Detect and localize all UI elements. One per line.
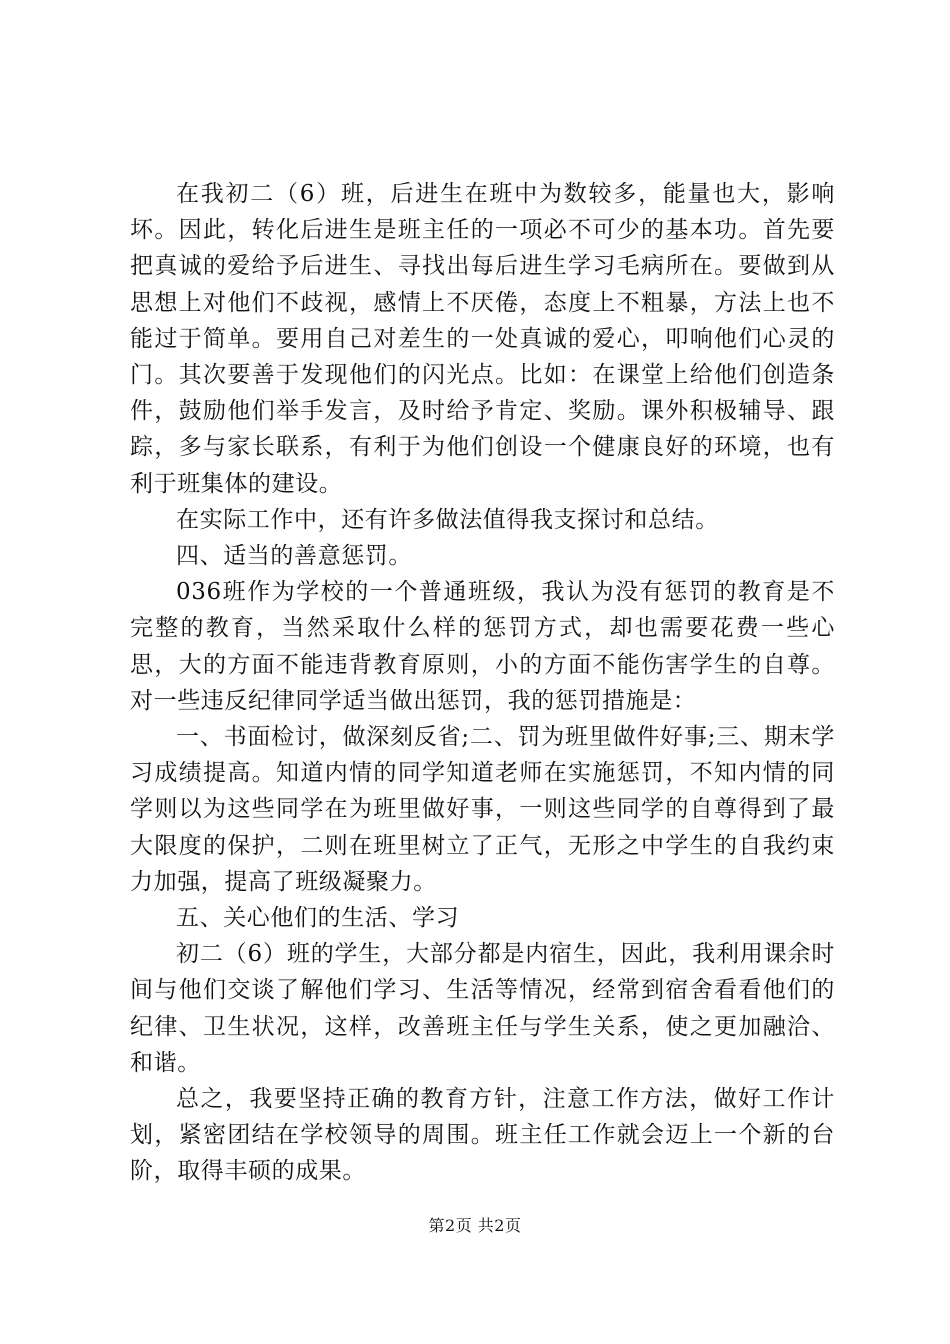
paragraph-6-heading: 五、关心他们的生活、学习 xyxy=(176,905,460,932)
paragraph-7: 初二（6）班的学生，大部分都是内宿生，因此，我利用课余时间与他们交谈了解他们学习、生活等情况，经常到宿舍看看他们的纪律、卫生状况，这样，改善班主任与学生关系，使之更加融洽、和谐。 xyxy=(130,941,835,1076)
paragraph-4: 036班作为学校的一个普通班级，我认为没有惩罚的教育是不完整的教育，当然采取什么样的惩罚方式，却也需要花费一些心思，大的方面不能违背教育原则，小的方面不能伤害学生的自尊。对一些违反纪律同学适当做出惩罚，我的惩罚措施是： xyxy=(130,579,835,714)
paragraph-3-heading: 四、适当的善意惩罚。 xyxy=(176,543,412,570)
paragraph-1: 在我初二（6）班，后进生在班中为数较多，能量也大，影响坏。因此，转化后进生是班主任的一项必不可少的基本功。首先要把真诚的爱给予后进生、寻找出每后进生学习毛病所在。要做到从思想上对他们不歧视，感情上不厌倦，态度上不粗暴，方法上也不能过于简单。要用自己对差生的一处真诚的爱心，叩响他们心灵的门。其次要善于发现他们的闪光点。比如：在课堂上给他们创造条件，鼓励他们举手发言，及时给予肯定、奖励。课外积极辅导、跟踪，多与家长联系，有利于为他们创设一个健康良好的环境，也有利于班集体的建设。 xyxy=(130,181,835,497)
page-number-footer: 第2页 共2页 xyxy=(428,1216,522,1235)
paragraph-2: 在实际工作中，还有许多做法值得我支探讨和总结。 xyxy=(176,506,719,533)
document-body xyxy=(130,176,835,1190)
paragraph-8: 总之，我要坚持正确的教育方针，注意工作方法，做好工作计划，紧密团结在学校领导的周围。班主任工作就会迈上一个新的台阶，取得丰硕的成果。 xyxy=(130,1086,835,1185)
paragraph-5: 一、书面检讨，做深刻反省;二、罚为班里做件好事;三、期末学习成绩提高。知道内情的同学知道老师在实施惩罚，不知内情的同学则以为这些同学在为班里做好事，一则这些同学的自尊得到了最大限度的保护，二则在班里树立了正气，无形之中学生的自我约束力加强，提高了班级凝聚力。 xyxy=(130,724,835,895)
